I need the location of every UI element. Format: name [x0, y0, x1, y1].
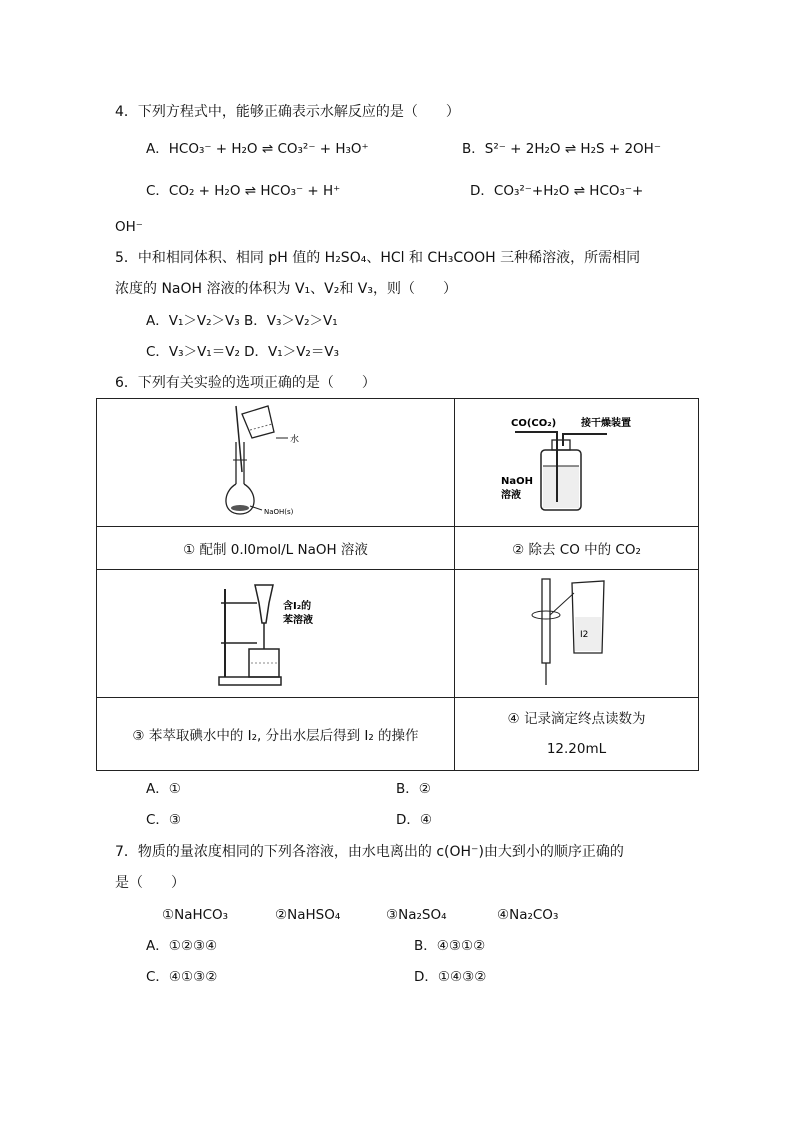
q4-option-c: C．CO₂ + H₂O ⇌ HCO₃⁻ + H⁺	[146, 183, 341, 199]
label-to-dryer: 接干燥装置	[580, 417, 631, 429]
q7-solution-4: ④Na₂CO₃	[497, 907, 559, 923]
q7-option-d: D．①④③②	[414, 969, 487, 985]
q6-option-b: B．②	[396, 781, 431, 797]
label-i2: I2	[579, 629, 588, 640]
figure-burette	[455, 570, 699, 698]
label-naoh-solid: NaOH(s)	[263, 507, 293, 516]
figure-gas-washing-bottle	[455, 399, 699, 527]
q5-stem-line1: 5．中和相同体积、相同 pH 值的 H₂SO₄、HCl 和 CH₃COOH 三种稀溶液，所需相同	[115, 250, 641, 266]
q6-option-c: C．③	[146, 812, 182, 828]
q7-stem-line1: 7．物质的量浓度相同的下列各溶液，由水电离出的 c(OH⁻)由大到小的顺序正确的	[115, 844, 624, 860]
q7-option-c: C．④①③②	[146, 969, 218, 985]
gas-washing-bottle-diagram	[497, 402, 657, 520]
experiment-table	[96, 398, 699, 771]
q5-options-ab: A．V₁＞V₂＞V₃ B．V₃＞V₂＞V₁	[146, 313, 338, 329]
q5-stem-line2: 浓度的 NaOH 溶液的体积为 V₁、V₂和 V₃，则（ ）	[115, 281, 457, 297]
q7-solution-3: ③Na₂SO₄	[386, 907, 447, 923]
figure-volumetric-flask	[97, 399, 455, 527]
label-solution: 溶液	[500, 489, 521, 501]
q5-options-cd: C．V₃＞V₁＝V₂ D．V₁＞V₂＝V₃	[146, 344, 339, 360]
volumetric-flask-diagram	[216, 402, 336, 520]
q7-stem-line2: 是（ ）	[115, 875, 185, 891]
caption-4	[455, 698, 699, 771]
q6-option-d: D．④	[396, 812, 432, 828]
label-iodine-benzene-1: 含I₂的	[282, 600, 311, 612]
label-naoh: NaOH	[500, 475, 533, 487]
q4-option-b: B．S²⁻ + 2H₂O ⇌ H₂S + 2OH⁻	[462, 141, 661, 157]
label-gas-inlet: CO(CO₂)	[510, 417, 556, 429]
caption-3: ③ 苯萃取碘水中的 I₂, 分出水层后得到 I₂ 的操作	[97, 698, 455, 771]
q4-option-d: D．CO₃²⁻+H₂O ⇌ HCO₃⁻+	[470, 183, 644, 199]
q7-solution-1: ①NaHCO₃	[162, 907, 229, 923]
q4-option-d-wrap: OH⁻	[115, 219, 143, 235]
q7-option-b: B．④③①②	[414, 938, 486, 954]
label-water: 水	[289, 434, 299, 445]
q6-option-a: A．①	[146, 781, 181, 797]
caption-4-line2: 12.20mL	[546, 741, 607, 757]
burette-diagram	[522, 573, 632, 691]
separatory-funnel-diagram	[211, 573, 341, 691]
caption-4-line1: ④ 记录滴定终点读数为	[507, 711, 646, 727]
q4-stem: 4．下列方程式中，能够正确表示水解反应的是（ ）	[115, 104, 460, 120]
q7-solution-2: ②NaHSO₄	[275, 907, 341, 923]
q7-option-a: A．①②③④	[146, 938, 218, 954]
figure-separatory-funnel	[97, 570, 455, 698]
caption-2: ② 除去 CO 中的 CO₂	[455, 527, 699, 570]
caption-1: ① 配制 0.l0mol/L NaOH 溶液	[97, 527, 455, 570]
q6-stem: 6．下列有关实验的选项正确的是（ ）	[115, 375, 376, 391]
q4-option-a: A．HCO₃⁻ + H₂O ⇌ CO₃²⁻ + H₃O⁺	[146, 141, 369, 157]
label-iodine-benzene-2: 苯溶液	[282, 614, 313, 626]
